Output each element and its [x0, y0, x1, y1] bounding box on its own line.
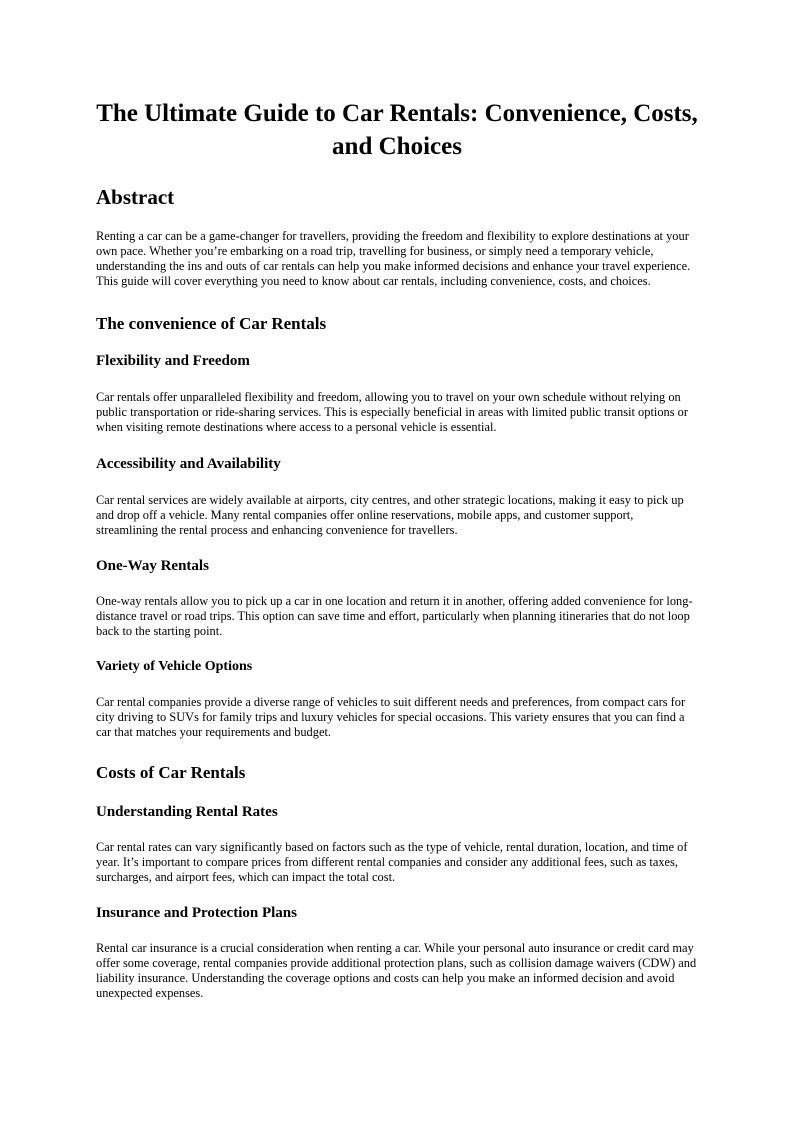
abstract-heading: Abstract — [96, 185, 175, 209]
flexibility-heading: Flexibility and Freedom — [96, 353, 250, 369]
insurance-paragraph: Rental car insurance is a crucial consideration when renting a car. While your personal auto insurance or credit card may offer some coverage, rental companies provide additional protection plans, such as collision damage waivers (CDW) and liability insurance. Understanding the coverage options and costs can help you make an informed decision and avoid unexpected expenses. — [96, 941, 697, 1000]
oneway-heading: One-Way Rentals — [96, 558, 209, 574]
insurance-heading: Insurance and Protection Plans — [96, 905, 297, 921]
flexibility-paragraph: Car rentals offer unparalleled flexibility and freedom, allowing you to travel on your own schedule without relying on public transportation or ride-sharing services. This is especially beneficial in areas with limited public transit options or when visiting remote destinations where access to a personal vehicle is essential. — [96, 390, 688, 434]
rates-paragraph: Car rental rates can vary significantly based on factors such as the type of vehicle, rental duration, location, and time of year. It’s important to compare prices from different rental companies and consider any additional fees, such as taxes, surcharges, and airport fees, which can impact the total cost. — [96, 840, 688, 884]
convenience-heading: The convenience of Car Rentals — [96, 314, 327, 333]
variety-paragraph: Car rental companies provide a diverse range of vehicles to suit different needs and preferences, from compact cars for city driving to SUVs for family trips and luxury vehicles for special occasions. This variety ensures that you can find a car that matches your requirements and budget. — [96, 695, 686, 739]
accessibility-heading: Accessibility and Availability — [96, 456, 281, 472]
abstract-paragraph: Renting a car can be a game-changer for travellers, providing the freedom and flexibility to explore destinations at your own pace. Whether you’re embarking on a road trip, travelling for business, or simply need a temporary vehicle, understanding the ins and outs of car rentals can help you make informed decisions and enhance your travel experience. This guide will cover everything you need to know about car rentals, including convenience, costs, and choices. — [96, 229, 691, 288]
accessibility-paragraph: Car rental services are widely available at airports, city centres, and other strategic locations, making it easy to pick up and drop off a vehicle. Many rental companies offer online reservations, mobile apps, and customer support, streamlining the rental process and enhancing convenience for travellers. — [96, 493, 684, 537]
document-title: The Ultimate Guide to Car Rentals: Convenience, Costs, and Choices — [96, 100, 698, 160]
oneway-paragraph: One-way rentals allow you to pick up a car in one location and return it in another, offering added convenience for long-distance travel or road trips. This option can save time and effort, particularly when planning itineraries that do not loop back to the starting point. — [96, 594, 693, 638]
costs-heading: Costs of Car Rentals — [96, 763, 246, 782]
rates-heading: Understanding Rental Rates — [96, 804, 278, 820]
variety-heading: Variety of Vehicle Options — [96, 659, 253, 674]
